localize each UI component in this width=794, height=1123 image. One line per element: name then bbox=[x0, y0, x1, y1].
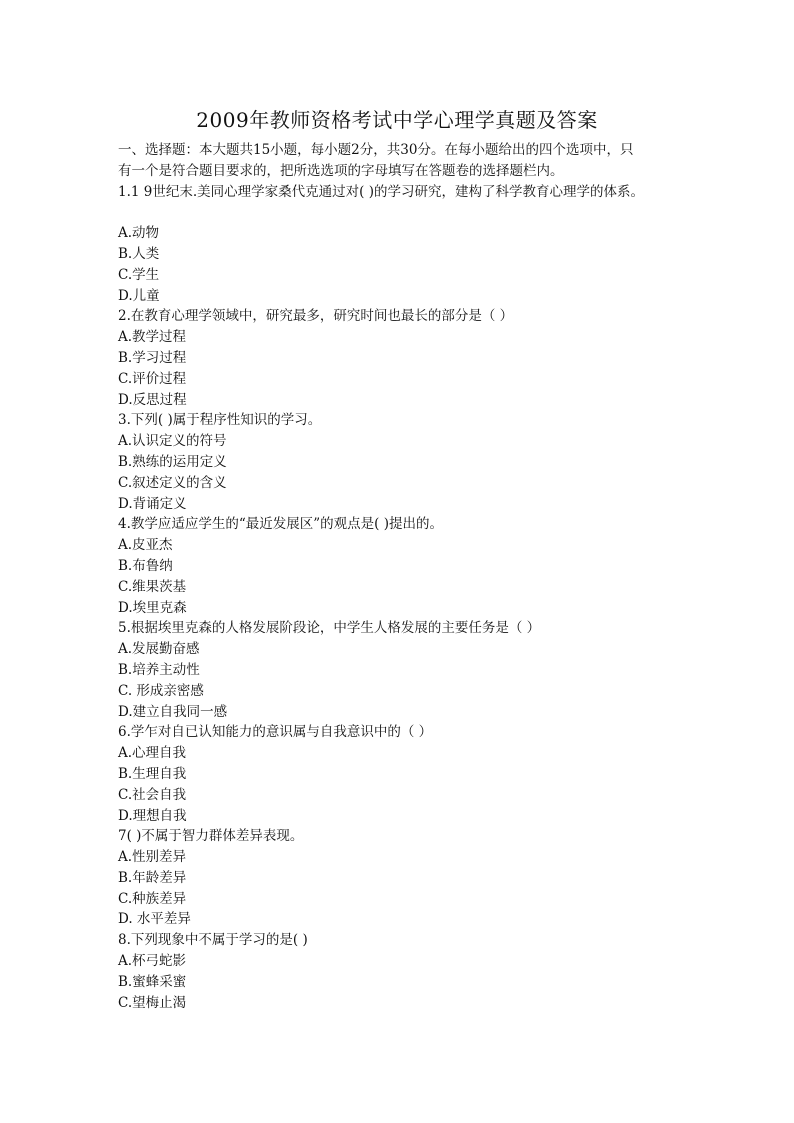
option-line: B.学习过程 bbox=[118, 349, 187, 366]
text-line: 一、选择题：本大题共15小题，每小题2分，共30分。在每小题给出的四个选项中，只 bbox=[118, 142, 634, 158]
question-line: 5.根据埃里克森的人格发展阶段论，中学生人格发展的主要任务是（ ） bbox=[118, 620, 541, 637]
option-line: B.布鲁纳 bbox=[118, 557, 173, 574]
option-line: D.儿童 bbox=[118, 287, 160, 304]
option-line: B.熟练的运用定义 bbox=[118, 453, 227, 470]
option-line: B.培养主动性 bbox=[118, 661, 200, 678]
question-line: 8.下列现象中不属于学习的是( ) bbox=[118, 932, 308, 949]
option-line: D.反思过程 bbox=[118, 391, 187, 408]
question-line: 7( )不属于智力群体差异表现。 bbox=[118, 828, 304, 845]
option-line: C.维果茨基 bbox=[118, 578, 187, 595]
option-line: D.埃里克森 bbox=[118, 599, 187, 616]
option-line: D.理想自我 bbox=[118, 807, 187, 824]
question-line: 3.下列( )属于程序性知识的学习。 bbox=[118, 412, 322, 429]
option-line: B.人类 bbox=[118, 245, 160, 262]
option-line: C.种族差异 bbox=[118, 890, 187, 907]
option-line: C.评价过程 bbox=[118, 370, 187, 387]
option-line: A.皮亚杰 bbox=[118, 537, 173, 554]
option-line: D.建立自我同一感 bbox=[118, 703, 228, 720]
question-line: 6.学乍对自已认知能力的意识属与自我意识中的（ ） bbox=[118, 724, 433, 741]
option-line: C.学生 bbox=[118, 266, 160, 283]
option-line: A.教学过程 bbox=[118, 329, 187, 346]
option-line: C.望梅止渴 bbox=[118, 994, 187, 1011]
option-line: A.杯弓蛇影 bbox=[118, 953, 187, 970]
option-line: C.叙述定义的含义 bbox=[118, 474, 227, 491]
question-line: 1.1 9世纪末.美同心理学家桑代克通过对( )的学习研究，建构了科学教育心理学的体系。 bbox=[118, 183, 644, 200]
option-line: B.年龄差异 bbox=[118, 869, 187, 886]
option-line: C.社会自我 bbox=[118, 786, 187, 803]
option-line: D. 水平差异 bbox=[118, 911, 191, 928]
question-line: 2.在教育心理学领域中，研究最多，研究时间也最长的部分是（ ） bbox=[118, 308, 514, 325]
document-title: 2009年教师资格考试中学心理学真题及答案 bbox=[196, 108, 598, 132]
option-line: A.发展勤奋感 bbox=[118, 641, 200, 658]
option-line: A.认识定义的符号 bbox=[118, 433, 227, 450]
option-line: A.动物 bbox=[118, 225, 160, 242]
option-line: B.生理自我 bbox=[118, 765, 187, 782]
option-line: C. 形成亲密感 bbox=[118, 682, 204, 699]
question-line: 4.教学应适应学生的“最近发展区”的观点是( )提出的。 bbox=[118, 516, 444, 533]
option-line: D.背诵定义 bbox=[118, 495, 187, 512]
option-line: B.蜜蜂采蜜 bbox=[118, 973, 187, 990]
document-body bbox=[118, 140, 698, 1013]
option-line: A.性别差异 bbox=[118, 849, 187, 866]
option-line: A.心理自我 bbox=[118, 745, 187, 762]
blank-line bbox=[118, 202, 698, 223]
text-line: 有一个是符合题目要求的，把所选选项的字母填写在答题卷的选择题栏内。 bbox=[118, 162, 564, 179]
